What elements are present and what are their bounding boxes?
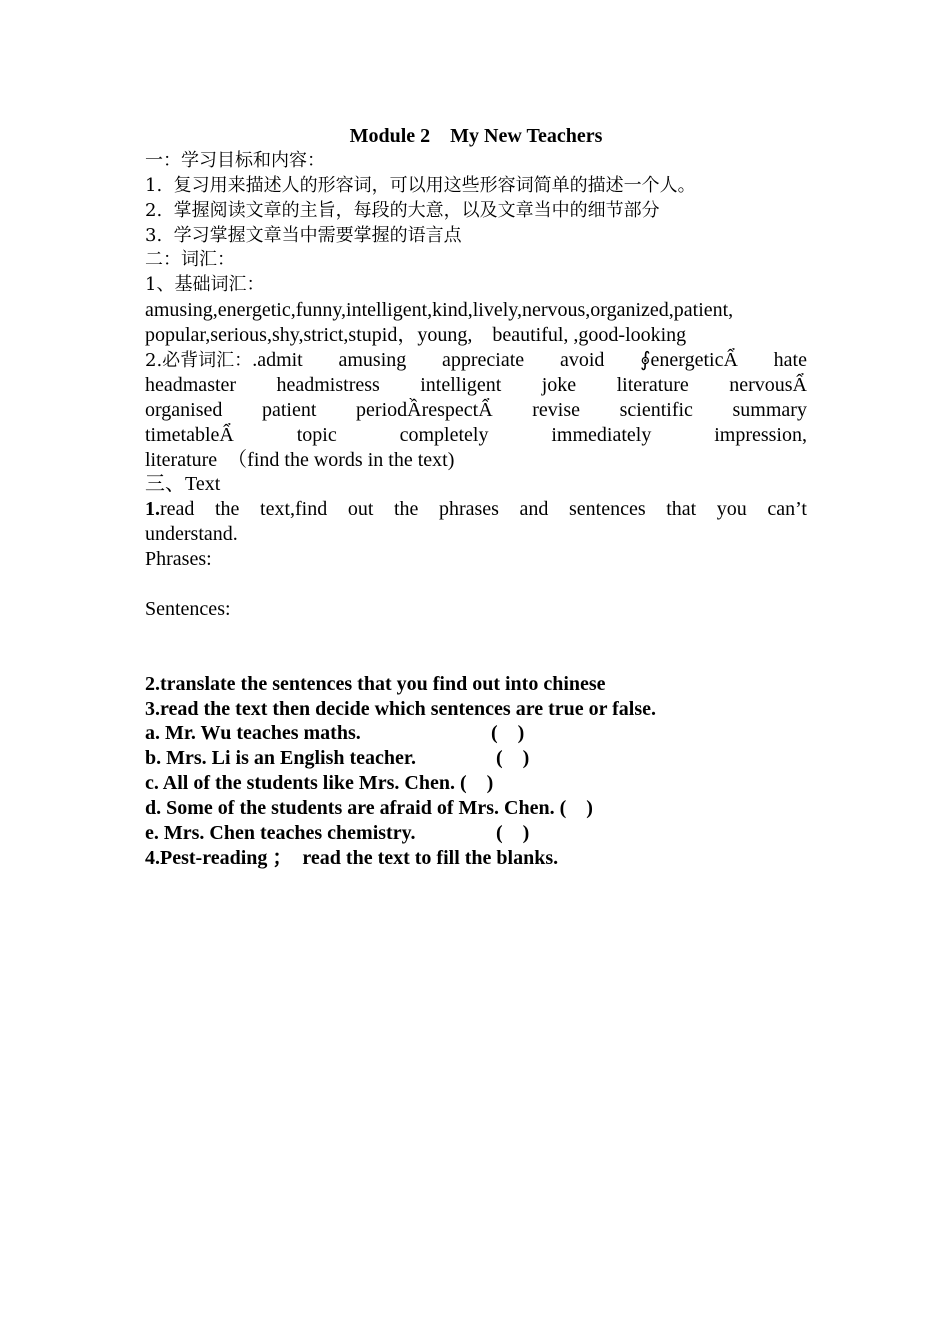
statement-text: a. Mr. Wu teaches maths. xyxy=(145,722,361,745)
basic-vocab-line-2: popular,serious,shy,strict,stupid，young, beautiful, ,good-looking xyxy=(145,324,687,347)
task1-word: sentences xyxy=(569,498,646,521)
task1-word: 1.read xyxy=(145,498,195,521)
must-vocab-word: avoid xyxy=(559,349,605,372)
objective-item-3: 3. 学习掌握文章当中需要掌握的语言点 xyxy=(145,224,462,246)
must-vocab-line-4 xyxy=(145,423,807,448)
statement-text[interactable]: c. All of the students like Mrs. Chen. ( ) xyxy=(145,772,494,795)
must-vocab-label: 2.必背词汇： xyxy=(145,350,253,372)
statement-text: e. Mrs. Chen teaches chemistry. xyxy=(145,821,416,844)
must-vocab-word: immediately xyxy=(551,423,652,446)
must-vocab-word: literature xyxy=(616,373,689,396)
must-vocab-word: headmistress xyxy=(276,373,380,396)
task1-number: 1. xyxy=(145,498,160,521)
document-title: Module 2 My New Teachers xyxy=(349,125,603,147)
objective-item-1: 1. 复习用来描述人的形容词，可以用这些形容词简单的描述一个人。 xyxy=(145,174,696,196)
must-vocab-word: 2.必背词汇：.admit xyxy=(145,349,303,372)
sentences-answer-space xyxy=(145,622,807,672)
must-vocab-word: joke xyxy=(541,373,577,396)
must-vocab-word: ⨕energeticẨ xyxy=(640,349,738,372)
section3-heading xyxy=(145,472,807,497)
task1-word: text,find xyxy=(260,498,328,521)
task1-word: can’t xyxy=(767,498,807,521)
basic-vocab-line-1: amusing,energetic,funny,intelligent,kind,lively,nervous,organized,patient, xyxy=(145,299,734,322)
true-false-item-a xyxy=(145,721,807,746)
must-vocab-word: nervousẨ xyxy=(729,373,807,396)
must-vocab-word: revise xyxy=(532,398,581,421)
must-vocab-word: completely xyxy=(399,423,489,446)
task1-word: phrases xyxy=(438,498,499,521)
document-page xyxy=(145,124,807,871)
answer-blank[interactable]: ( ) xyxy=(491,722,525,745)
must-vocab-word: impression, xyxy=(714,423,807,446)
must-vocab-word: organised xyxy=(145,398,223,421)
must-vocab-word: summary xyxy=(732,398,807,421)
sentences-label: Sentences: xyxy=(145,597,231,620)
answer-blank[interactable]: ( ) xyxy=(496,821,530,844)
must-vocab-word: appreciate xyxy=(442,349,525,372)
must-vocab-line-3 xyxy=(145,398,807,423)
task1-line-1 xyxy=(145,497,807,522)
must-vocab-word: topic xyxy=(296,423,337,446)
task1-word: the xyxy=(393,498,419,521)
must-vocab-line-1 xyxy=(145,348,807,373)
must-vocab-line-5: literature （find the words in the text) xyxy=(145,448,455,471)
must-vocab-word: scientific xyxy=(619,398,693,421)
task1-word: the xyxy=(215,498,240,521)
task1-line-2: understand. xyxy=(145,523,238,546)
section3-heading-text: 三、Text xyxy=(145,473,221,496)
true-false-item-c xyxy=(145,771,807,796)
statement-text[interactable]: d. Some of the students are afraid of Mrs. Chen. ( ) xyxy=(145,797,593,820)
objective-item-2: 2. 掌握阅读文章的主旨，每段的大意，以及文章当中的细节部分 xyxy=(145,199,660,221)
true-false-item-e xyxy=(145,821,807,846)
must-vocab-word: intelligent xyxy=(420,373,502,396)
must-vocab-word: amusing xyxy=(338,349,407,372)
task1-word: that xyxy=(666,498,697,521)
answer-blank[interactable]: ( ) xyxy=(496,747,530,770)
must-vocab-word: hate xyxy=(773,349,807,372)
statement-text: b. Mrs. Li is an English teacher. xyxy=(145,747,416,770)
phrases-label: Phrases: xyxy=(145,548,212,571)
task1-word: and xyxy=(519,498,549,521)
task1-word: out xyxy=(347,498,374,521)
phrases-answer-space xyxy=(145,572,807,597)
section2-heading: 二：词汇： xyxy=(145,249,235,271)
must-vocab-word: patient xyxy=(262,398,317,421)
task2-instruction: 2.translate the sentences that you find out into chinese xyxy=(145,672,606,695)
must-vocab-word: periodẦrespectẨ xyxy=(356,398,493,421)
true-false-item-b xyxy=(145,746,807,771)
task3-instruction: 3.read the text then decide which sentences are true or false. xyxy=(145,697,657,720)
true-false-item-d xyxy=(145,796,807,821)
basic-vocab-heading: 1、基础词汇： xyxy=(145,274,265,296)
section1-heading: 一：学习目标和内容： xyxy=(145,149,325,171)
task1-word: you xyxy=(716,498,747,521)
must-vocab-word: timetableẨ xyxy=(145,423,234,446)
must-vocab-word: headmaster xyxy=(145,373,237,396)
must-vocab-line-2 xyxy=(145,373,807,398)
task4-instruction: 4.Pest-reading ； read the text to fill the blanks. xyxy=(145,846,559,869)
